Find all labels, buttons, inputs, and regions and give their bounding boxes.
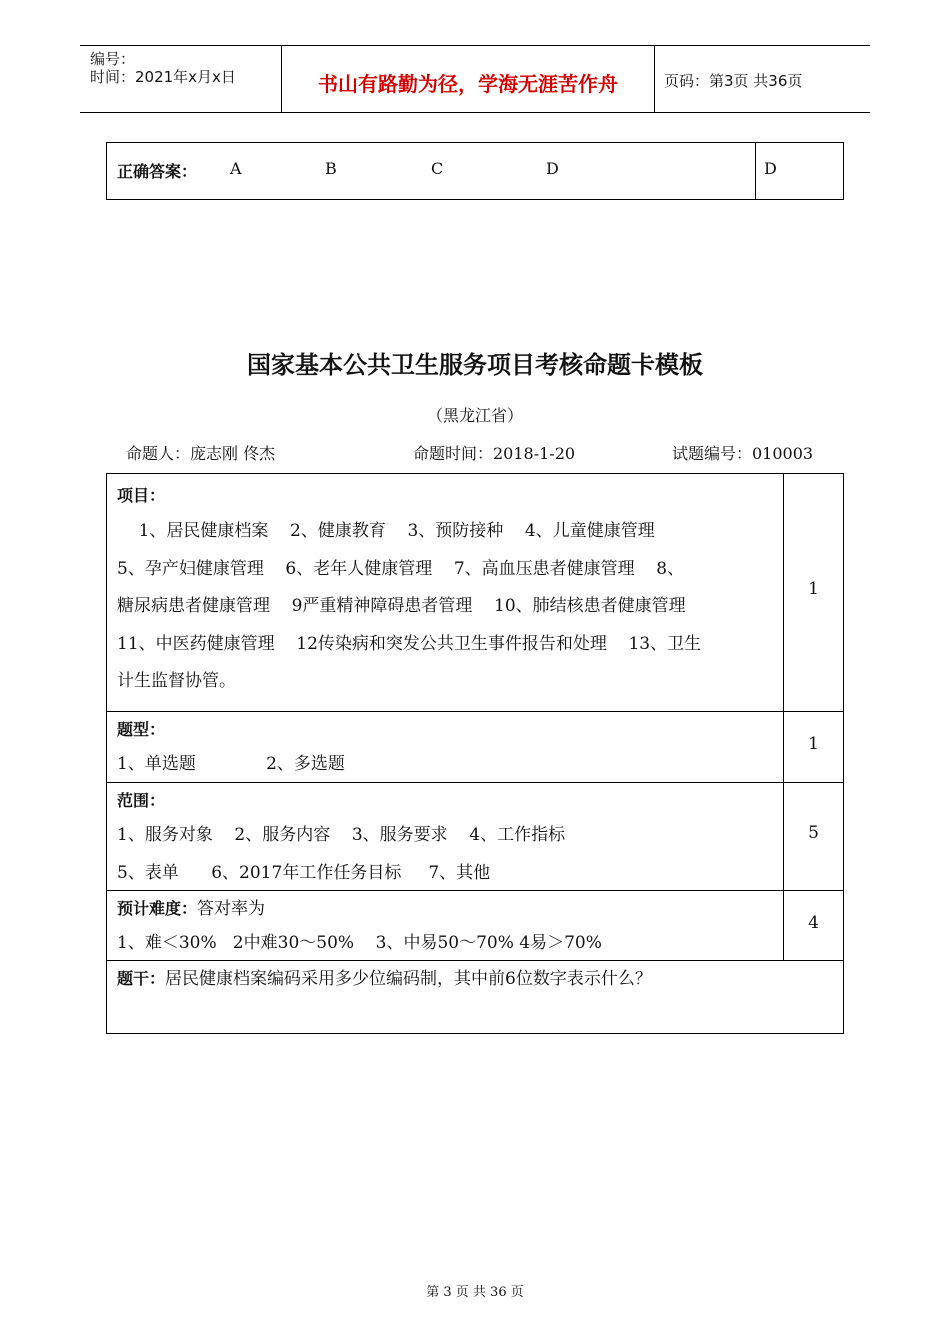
answer-option-d: D	[546, 159, 559, 178]
header-time-label: 时间：2021年x月x日	[90, 68, 236, 86]
province-subtitle: （黑龙江省）	[426, 406, 523, 425]
stem-head: 题干：	[117, 969, 166, 988]
project-line-3: 糖尿病患者健康管理 9严重精神障碍患者管理 10、肺结核患者健康管理	[117, 596, 686, 616]
answer-option-b: B	[325, 159, 337, 178]
header-divider-right	[654, 45, 655, 112]
answer-value: D	[764, 159, 777, 178]
scope-value: 5	[808, 823, 819, 843]
project-line-1: 1、居民健康档案 2、健康教育 3、预防接种 4、儿童健康管理	[117, 521, 655, 541]
answer-box	[106, 142, 844, 200]
project-value: 1	[808, 579, 819, 599]
difficulty-cell	[117, 897, 777, 963]
type-value: 1	[808, 734, 819, 754]
project-line-2: 5、孕产妇健康管理 6、老年人健康管理 7、高血压患者健康管理 8、	[117, 558, 685, 579]
scope-line-1: 1、服务对象 2、服务内容 3、服务要求 4、工作指标	[117, 825, 566, 845]
type-line: 1、单选题 2、多选题	[117, 754, 345, 774]
difficulty-head-row	[117, 897, 777, 925]
difficulty-head: 预计难度：	[117, 899, 198, 918]
type-cell	[117, 718, 777, 784]
stem-row	[117, 967, 833, 991]
project-cell	[117, 482, 777, 701]
type-head: 题型：	[117, 720, 166, 739]
project-line-4: 11、中医药健康管理 12传染病和突发公共卫生事件报告和处理 13、卫生	[117, 633, 702, 654]
page-footer: 第 3 页 共 36 页	[426, 1285, 524, 1300]
header-bottom-rule	[80, 112, 870, 113]
meta-question-no: 试题编号：010003	[672, 444, 814, 463]
answer-label: 正确答案：	[117, 162, 198, 181]
scope-cell	[117, 789, 777, 892]
difficulty-line: 1、难＜30% 2中难30～50% 3、中易50～70% 4易＞70%	[117, 933, 602, 953]
difficulty-value: 4	[808, 913, 819, 933]
row-divider-1	[107, 711, 843, 712]
meta-date: 命题时间：2018-1-20	[413, 444, 576, 463]
project-head: 项目：	[117, 486, 166, 505]
header-page-info: 页码：第3页 共36页	[664, 72, 803, 90]
project-line-5: 计生监督协管。	[117, 671, 236, 691]
scope-head: 范围：	[117, 791, 166, 810]
answer-option-a: A	[230, 159, 242, 178]
answer-option-c: C	[431, 159, 444, 178]
answer-divider	[755, 143, 756, 199]
header-motto: 书山有路勤为径，学海无涯苦作舟	[318, 72, 618, 96]
header-code-label: 编号：	[90, 50, 136, 68]
header-top-rule	[80, 45, 870, 46]
scope-line-2: 5、表单 6、2017年工作任务目标 7、其他	[117, 862, 491, 883]
meta-author: 命题人：庞志刚 佟杰	[126, 444, 276, 463]
stem-cell	[117, 967, 833, 991]
question-card-table	[106, 473, 844, 1034]
stem-text: 居民健康档案编码采用多少位编码制，其中前6位数字表示什么？	[165, 969, 652, 989]
difficulty-head-tail: 答对率为	[197, 899, 266, 919]
table-column-divider	[783, 474, 784, 960]
page-title: 国家基本公共卫生服务项目考核命题卡模板	[247, 351, 703, 379]
